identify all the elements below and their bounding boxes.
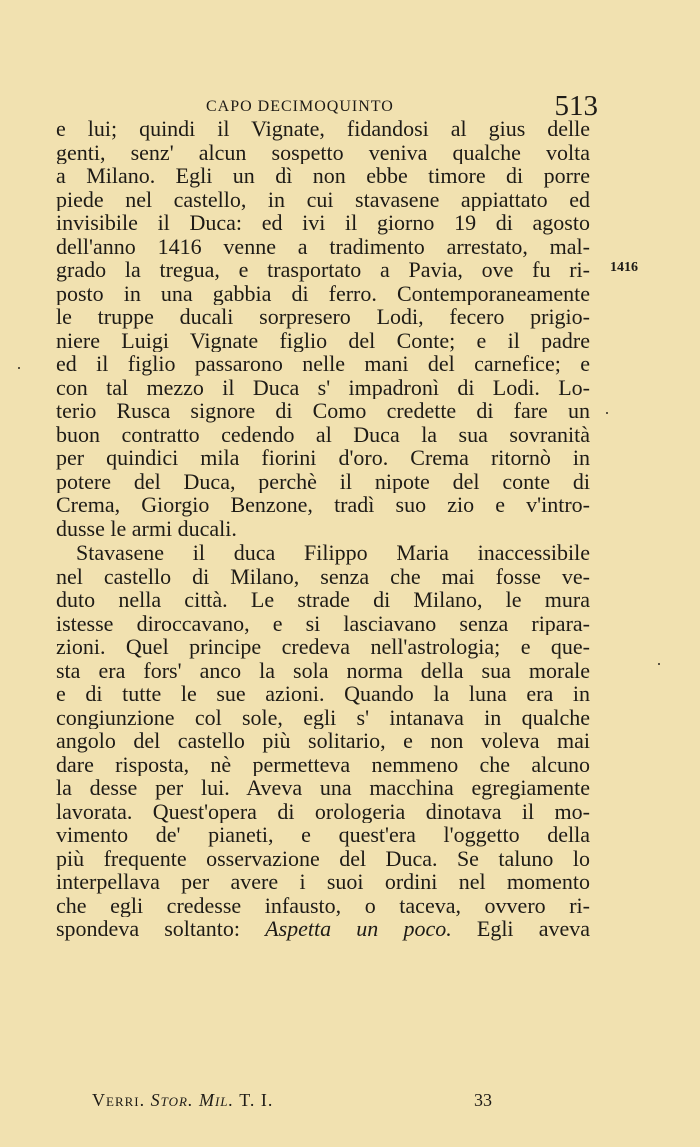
text-line: dare risposta, nè permetteva nemmeno che alcuno: [56, 752, 590, 776]
footer: [92, 1090, 512, 1114]
text-line: genti, senz' alcun sospetto veniva qualche volta: [56, 140, 590, 164]
footer-work: Stor. Mil.: [150, 1090, 235, 1110]
text-line: e lui; quindi il Vignate, fidandosi al gius delle: [56, 117, 590, 141]
text-line: sta era fors' anco la sola norma della sua morale: [56, 658, 590, 682]
text-line: Stavasene il duca Filippo Maria inaccessibile: [76, 541, 590, 565]
text-line: lavorata. Quest'opera di orologeria dinotava il mo-: [56, 799, 590, 823]
footer-author: Verri.: [92, 1090, 146, 1110]
text-line: a Milano. Egli un dì non ebbe timore di porre: [56, 164, 590, 188]
text-line: vimento de' pianeti, e quest'era l'oggetto della: [56, 823, 590, 847]
text-line: Crema, Giorgio Benzone, tradì suo zio e v'intro-: [56, 493, 590, 517]
text-line: ed il figlio passarono nelle mani del carnefice; e: [56, 352, 590, 376]
margin-note-year: 1416: [610, 260, 638, 275]
text-line: istesse diroccavano, e si lasciavano senza ripara-: [56, 611, 590, 635]
body-text: [56, 117, 590, 941]
footer-volume: T. I.: [239, 1090, 274, 1110]
text-line: terio Rusca signore di Como credette di fare un: [56, 399, 590, 423]
text-line: [56, 917, 590, 941]
text-line: duto nella città. Le strade di Milano, le mura: [56, 588, 590, 612]
text-line: zioni. Quel principe credeva nell'astrologia; e que-: [56, 635, 590, 659]
text-line: che egli credesse infausto, o taceva, ovvero ri-: [56, 893, 590, 917]
running-title: CAPO DECIMOQUINTO: [206, 98, 394, 115]
text-line: con tal mezzo il Duca s' impadronì di Lodi. Lo-: [56, 375, 590, 399]
signature-mark: 33: [474, 1090, 492, 1110]
text-line: congiunzione col sole, egli s' intanava in qualche: [56, 705, 590, 729]
print-speck: [18, 367, 20, 369]
page-number: 513: [554, 90, 598, 122]
text-line: dusse le armi ducali.: [56, 516, 237, 540]
text-line: invisibile il Duca: ed ivi il giorno 19 di agosto: [56, 211, 590, 235]
text-line: posto in una gabbia di ferro. Contemporaneamente: [56, 281, 590, 305]
text-line: per quindici mila fiorini d'oro. Crema ritornò in: [56, 446, 590, 470]
text-line: dell'anno 1416 venne a tradimento arrestato, mal-: [56, 234, 590, 258]
text-line: piede nel castello, in cui stavasene appiattato ed: [56, 187, 590, 211]
text-line: le truppe ducali sorpresero Lodi, fecero prigio-: [56, 305, 590, 329]
print-speck: [606, 412, 608, 414]
text-line: nel castello di Milano, senza che mai fosse ve-: [56, 564, 590, 588]
text-line: niere Luigi Vignate figlio del Conte; e il padre: [56, 328, 590, 352]
text-line: angolo del castello più solitario, e non voleva mai: [56, 729, 590, 753]
paragraph-2: [56, 541, 590, 941]
text-line: interpellava per avere i suoi ordini nel momento: [56, 870, 590, 894]
text-line: la desse per lui. Aveva una macchina egregiamente: [56, 776, 590, 800]
text-segment: spondeva soltanto:: [56, 917, 266, 941]
paragraph-1: [56, 117, 590, 540]
text-line: e di tutte le sue azioni. Quando la luna era in: [56, 682, 590, 706]
text-line: potere del Duca, perchè il nipote del conte di: [56, 469, 590, 493]
text-line: buon contratto cedendo al Duca la sua sovranità: [56, 422, 590, 446]
footer-citation: [92, 1090, 273, 1111]
italic-quote: Aspetta un poco.: [265, 917, 452, 941]
text-line: più frequente osservazione del Duca. Se taluno lo: [56, 846, 590, 870]
text-segment: Egli aveva: [451, 917, 590, 941]
print-speck: [658, 663, 660, 665]
text-line: grado la tregua, e trasportato a Pavia, ove fu ri-: [56, 258, 590, 282]
